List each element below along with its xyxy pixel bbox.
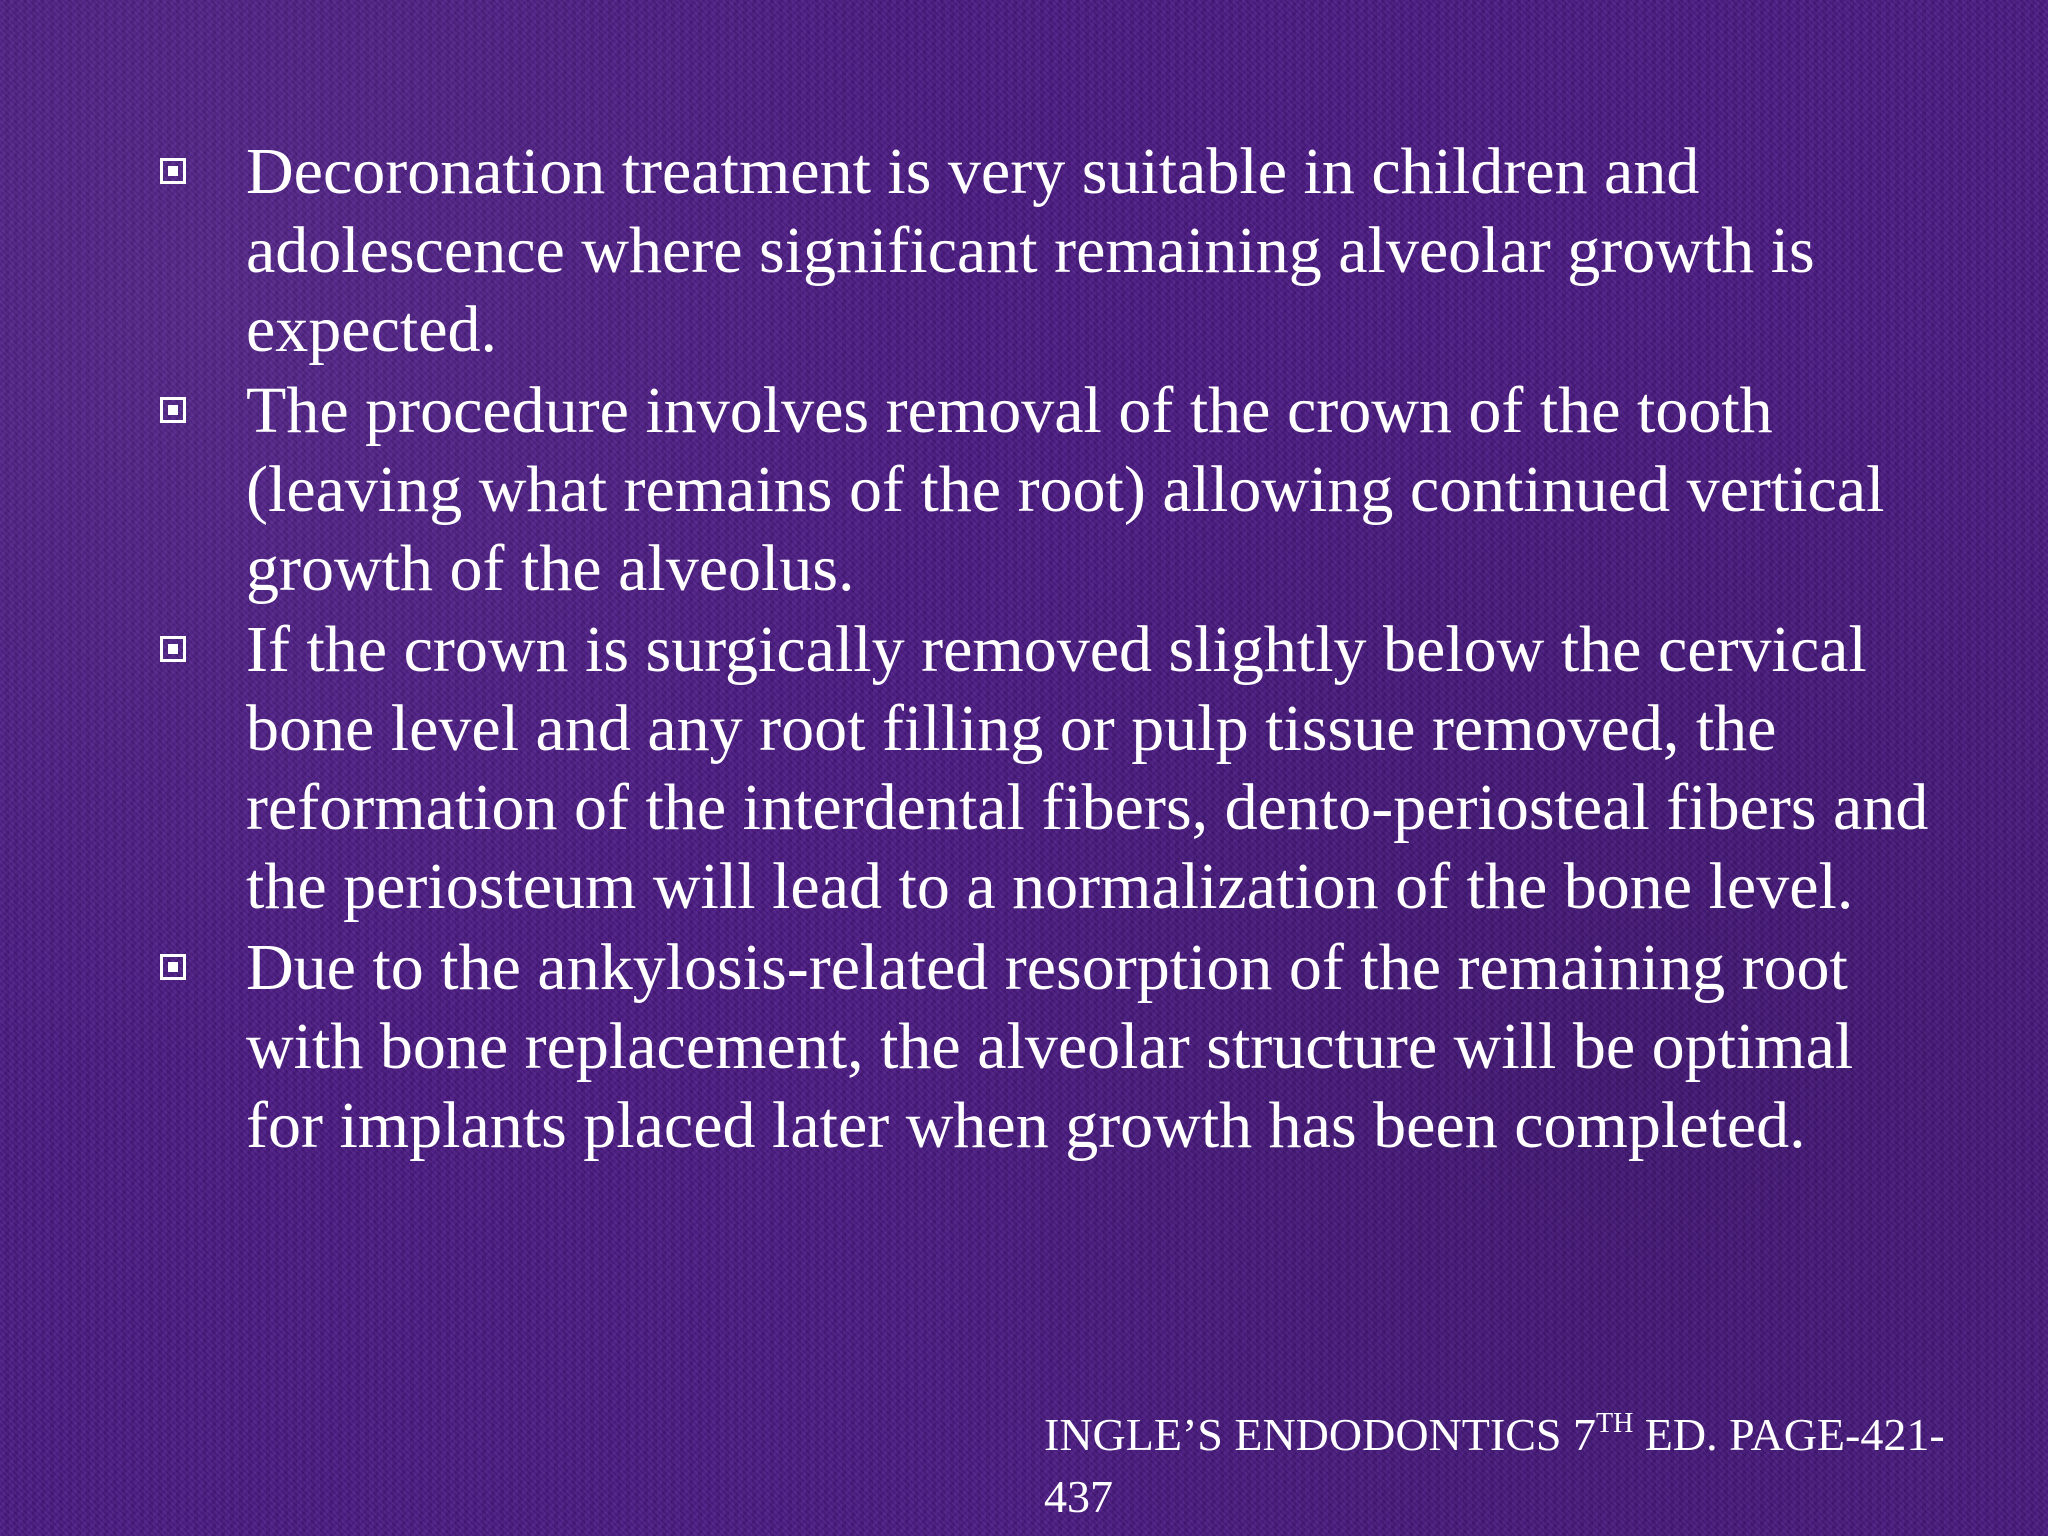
citation-text-end: ED. PAGE-421-437 [1044,1409,1945,1522]
bullet-item-3 [152,610,1932,926]
citation-text: INGLE’S ENDODONTICS 7 [1044,1409,1596,1460]
bullet-item-1 [152,132,1932,369]
square-bullet-icon [160,636,186,662]
bullet-text: Decoronation treatment is very suitable in children and adolescence where significant remaining alveolar growth is expected. [246,135,1815,366]
bullet-item-4 [152,928,1932,1165]
citation-superscript: TH [1595,1408,1634,1439]
bullet-list [152,132,1932,1167]
bullet-text: If the crown is surgically removed slightly below the cervical bone level and any root filling or pulp tissue removed, the reformation of the interdental fibers, dento-periosteal fibers and the periosteum will lead to a normalization of the bone level. [246,613,1929,923]
square-bullet-icon [160,397,186,423]
citation [1044,1404,2004,1528]
bullet-text: Due to the ankylosis-related resorption of the remaining root with bone replacement, the alveolar structure will be optimal for implants placed later when growth has been completed. [246,931,1854,1162]
bullet-item-2 [152,371,1932,608]
square-bullet-icon [160,158,186,184]
bullet-text: The procedure involves removal of the crown of the tooth (leaving what remains of the root) allowing continued vertical growth of the alveolus. [246,374,1885,605]
square-bullet-icon [160,954,186,980]
